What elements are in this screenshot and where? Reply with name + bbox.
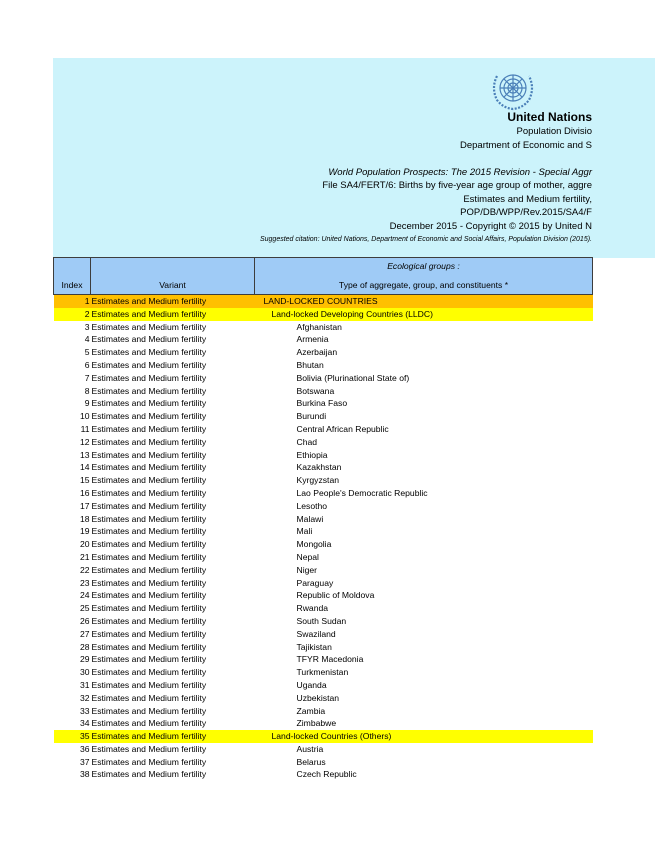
- table-row: [54, 589, 593, 602]
- row-name: Uganda: [296, 679, 327, 690]
- row-variant: Estimates and Medium fertility: [91, 679, 207, 690]
- row-index: 33: [79, 705, 90, 716]
- table-row: [54, 372, 593, 385]
- table-row: [54, 295, 593, 308]
- row-index: 28: [79, 641, 90, 652]
- table-row: [54, 653, 593, 666]
- row-index: 35: [54, 730, 91, 743]
- row-index: 5: [84, 347, 90, 358]
- row-variant: Estimates and Medium fertility: [91, 347, 207, 358]
- table-row: [54, 461, 593, 474]
- row-name: Swaziland: [296, 628, 336, 639]
- table-row: [54, 717, 593, 730]
- row-index: 12: [79, 436, 90, 447]
- row-variant: Estimates and Medium fertility: [91, 475, 207, 486]
- row-variant: Estimates and Medium fertility: [91, 551, 207, 562]
- row-index: 38: [79, 769, 90, 780]
- aggregate-type-label: Type of aggregate, group, and constituents *: [338, 280, 509, 290]
- row-name: Kyrgyzstan: [296, 475, 340, 486]
- row-index: 16: [79, 487, 90, 498]
- row-name: Kazakhstan: [296, 462, 342, 473]
- table-row: [54, 679, 593, 692]
- row-index: 26: [79, 615, 90, 626]
- row-index: 7: [84, 372, 90, 383]
- table-row: [54, 346, 593, 359]
- table-row: [54, 410, 593, 423]
- row-name: Nepal: [296, 551, 319, 562]
- row-index: 37: [79, 756, 90, 767]
- row-variant: Estimates and Medium fertility: [91, 743, 207, 754]
- row-variant: Estimates and Medium fertility: [91, 372, 207, 383]
- row-name: Mali: [296, 526, 313, 537]
- table-row: [54, 423, 593, 436]
- row-variant: Estimates and Medium fertility: [91, 462, 207, 473]
- row-index: 10: [79, 411, 90, 422]
- row-index: 15: [79, 475, 90, 486]
- row-name: Zimbabwe: [296, 718, 337, 729]
- document-code: POP/DB/WPP/Rev.2015/SA4/F: [460, 207, 592, 218]
- row-variant: Estimates and Medium fertility: [91, 603, 207, 614]
- row-index: 34: [79, 718, 90, 729]
- row-index: 18: [79, 513, 90, 524]
- row-name: Armenia: [296, 334, 329, 345]
- copyright-line: December 2015 - Copyright © 2015 by United N: [389, 221, 592, 232]
- row-name: TFYR Macedonia: [296, 654, 364, 665]
- table-row: [54, 692, 593, 705]
- table-row: [54, 449, 593, 462]
- row-index: 2: [54, 308, 91, 321]
- row-index: 29: [79, 654, 90, 665]
- row-name: Ethiopia: [296, 449, 328, 460]
- row-variant: Estimates and Medium fertility: [91, 654, 207, 665]
- row-variant: Estimates and Medium fertility: [91, 487, 207, 498]
- row-variant: Estimates and Medium fertility: [91, 628, 207, 639]
- table-row: [54, 615, 593, 628]
- row-name: Botswana: [296, 385, 335, 396]
- row-variant: Estimates and Medium fertility: [91, 692, 207, 703]
- row-index: 1: [54, 295, 91, 308]
- row-name: Tajikistan: [296, 641, 332, 652]
- row-variant: Estimates and Medium fertility: [91, 334, 207, 345]
- row-index: 11: [80, 423, 90, 434]
- table-row: [54, 321, 593, 334]
- row-name: Turkmenistan: [296, 667, 349, 678]
- row-name: Burundi: [296, 411, 327, 422]
- row-name: Czech Republic: [296, 769, 357, 780]
- table-row: [54, 525, 593, 538]
- table-body: [54, 295, 593, 782]
- row-variant: Estimates and Medium fertility: [91, 295, 255, 308]
- row-name: Uzbekistan: [296, 692, 340, 703]
- row-variant: Estimates and Medium fertility: [91, 321, 207, 332]
- row-name: Mongolia: [296, 539, 332, 550]
- row-variant: Estimates and Medium fertility: [91, 756, 207, 767]
- row-variant: Estimates and Medium fertility: [91, 615, 207, 626]
- row-name: Afghanistan: [296, 321, 342, 332]
- table-row: [54, 487, 593, 500]
- table-row: [54, 705, 593, 718]
- row-name: Burkina Faso: [296, 398, 348, 409]
- table-row: [54, 474, 593, 487]
- row-index: 13: [79, 449, 90, 460]
- row-variant: Estimates and Medium fertility: [91, 590, 207, 601]
- row-index: 25: [79, 603, 90, 614]
- data-table: [53, 257, 593, 781]
- row-variant: Estimates and Medium fertility: [91, 385, 207, 396]
- table-row: [54, 564, 593, 577]
- row-variant: Estimates and Medium fertility: [91, 718, 207, 729]
- row-variant: Estimates and Medium fertility: [91, 705, 207, 716]
- row-name: Malawi: [296, 513, 324, 524]
- row-name: Land-locked Countries (Others): [255, 730, 593, 743]
- row-name: LAND-LOCKED COUNTRIES: [255, 295, 593, 308]
- row-index: 9: [84, 398, 90, 409]
- table-row: [54, 768, 593, 781]
- row-name: Austria: [296, 743, 324, 754]
- row-variant: Estimates and Medium fertility: [91, 526, 207, 537]
- table-row: [54, 628, 593, 641]
- row-index: 32: [79, 692, 90, 703]
- table-row: [54, 500, 593, 513]
- row-name: Central African Republic: [296, 423, 389, 434]
- table-row: [54, 641, 593, 654]
- un-emblem-icon: [487, 68, 539, 112]
- row-variant: Estimates and Medium fertility: [91, 308, 255, 321]
- table-row: [54, 308, 593, 321]
- citation-line: Suggested citation: United Nations, Department of Economic and Social Affairs, Population Division (2015).: [259, 236, 592, 243]
- row-name: Chad: [296, 436, 318, 447]
- row-name: Bolivia (Plurinational State of): [296, 372, 410, 383]
- row-variant: Estimates and Medium fertility: [91, 398, 207, 409]
- row-name: Lesotho: [296, 500, 328, 511]
- row-name: Niger: [296, 564, 318, 575]
- row-index: 19: [79, 526, 90, 537]
- row-variant: Estimates and Medium fertility: [91, 577, 207, 588]
- table-row: [54, 743, 593, 756]
- row-name: Zambia: [296, 705, 326, 716]
- table-row: [54, 385, 593, 398]
- table-row: [54, 397, 593, 410]
- row-index: 8: [84, 385, 90, 396]
- row-index: 27: [79, 628, 90, 639]
- row-variant: Estimates and Medium fertility: [91, 667, 207, 678]
- ecological-groups-label: Ecological groups :: [387, 261, 460, 271]
- row-variant: Estimates and Medium fertility: [91, 411, 207, 422]
- row-variant: Estimates and Medium fertility: [91, 513, 207, 524]
- row-variant: Estimates and Medium fertility: [91, 449, 207, 460]
- table-row: [54, 513, 593, 526]
- file-description: File SA4/FERT/6: Births by five-year age group of mother, aggre: [322, 180, 592, 191]
- table-row: [54, 730, 593, 743]
- table-row: [54, 333, 593, 346]
- estimates-line: Estimates and Medium fertility,: [463, 194, 592, 205]
- table-row: [54, 538, 593, 551]
- report-banner: [53, 58, 655, 258]
- report-title: World Population Prospects: The 2015 Revision - Special Aggr: [328, 167, 592, 178]
- row-index: 24: [79, 590, 90, 601]
- variant-header: Variant: [91, 258, 255, 295]
- row-index: 14: [79, 462, 90, 473]
- table-row: [54, 577, 593, 590]
- row-index: 23: [79, 577, 90, 588]
- table-row: [54, 551, 593, 564]
- row-name: Bhutan: [296, 359, 324, 370]
- department-name: Department of Economic and S: [459, 140, 592, 151]
- division-name: Population Divisio: [516, 126, 592, 137]
- row-index: 36: [79, 743, 90, 754]
- row-index: 6: [84, 359, 90, 370]
- row-name: Paraguay: [296, 577, 334, 588]
- row-index: 20: [79, 539, 90, 550]
- row-variant: Estimates and Medium fertility: [91, 423, 207, 434]
- row-name: Land-locked Developing Countries (LLDC): [255, 308, 593, 321]
- table-row: [54, 436, 593, 449]
- row-index: 21: [79, 551, 90, 562]
- table-row: [54, 756, 593, 769]
- row-index: 3: [84, 321, 90, 332]
- row-name: Republic of Moldova: [296, 590, 375, 601]
- row-index: 31: [79, 679, 90, 690]
- row-variant: Estimates and Medium fertility: [91, 641, 207, 652]
- row-name: Azerbaijan: [296, 347, 338, 358]
- row-name: Belarus: [296, 756, 326, 767]
- row-name: Rwanda: [296, 603, 329, 614]
- group-header: [255, 258, 593, 295]
- org-name: United Nations: [507, 110, 592, 124]
- row-variant: Estimates and Medium fertility: [91, 436, 207, 447]
- table-row: [54, 602, 593, 615]
- row-variant: Estimates and Medium fertility: [91, 359, 207, 370]
- table-row: [54, 666, 593, 679]
- row-name: South Sudan: [296, 615, 347, 626]
- row-variant: Estimates and Medium fertility: [91, 769, 207, 780]
- row-index: 22: [79, 564, 90, 575]
- row-variant: Estimates and Medium fertility: [91, 539, 207, 550]
- row-index: 30: [79, 667, 90, 678]
- table-row: [54, 359, 593, 372]
- row-variant: Estimates and Medium fertility: [91, 564, 207, 575]
- table-header-row: [54, 258, 593, 295]
- row-name: Lao People's Democratic Republic: [296, 487, 428, 498]
- row-variant: Estimates and Medium fertility: [91, 500, 207, 511]
- row-index: 4: [84, 334, 90, 345]
- row-variant: Estimates and Medium fertility: [91, 730, 255, 743]
- row-index: 17: [79, 500, 90, 511]
- index-header: Index: [54, 258, 91, 295]
